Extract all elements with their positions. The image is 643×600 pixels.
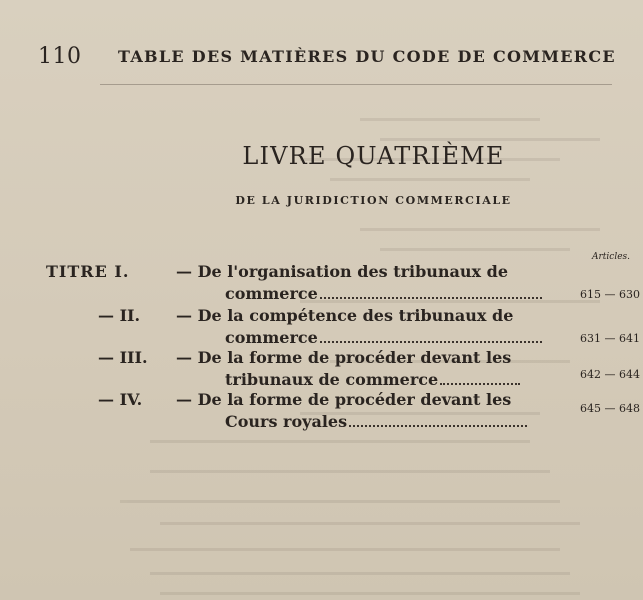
entry-title-continuation: commerce <box>225 328 318 347</box>
page-number: 110 <box>38 44 82 69</box>
book-subtitle <box>0 194 643 207</box>
leader-dots <box>320 297 542 299</box>
entry-label: — III. <box>98 348 148 367</box>
article-range: 631 — 641 <box>580 332 640 345</box>
leader-dots <box>440 383 520 385</box>
entry-title-line1: — De l'organisation des tribunaux de <box>176 262 509 281</box>
entry-title-continuation: tribunaux de commerce <box>225 370 439 389</box>
article-range: 615 — 630 <box>580 288 640 301</box>
entry-title-line2 <box>225 412 527 431</box>
entry-title-line2 <box>225 328 542 347</box>
articles-column-header: Articles. <box>592 252 631 262</box>
entry-title-line1: — De la compétence des tribunaux de <box>176 306 514 325</box>
leader-dots <box>349 425 527 427</box>
running-title: TABLE DES MATIÈRES DU CODE DE COMMERCE <box>118 47 616 66</box>
entry-title-line1: — De la forme de procéder devant les <box>176 390 512 409</box>
book-title <box>0 142 643 170</box>
entry-title-continuation: commerce <box>225 284 318 303</box>
entry-title-line1: — De la forme de procéder devant les <box>176 348 512 367</box>
article-range: 645 — 648 <box>580 402 640 415</box>
entry-label: — IV. <box>98 390 143 409</box>
entry-title-continuation: Cours royales <box>225 412 348 431</box>
header-rule <box>100 84 612 85</box>
book-title-text: LIVRE QUATRIÈME <box>242 142 505 170</box>
article-range: 642 — 644 <box>580 368 640 381</box>
entry-label: TITRE I. <box>46 262 130 281</box>
entry-label: — II. <box>98 306 141 325</box>
book-subtitle-text: DE LA JURIDICTION COMMERCIALE <box>235 194 512 207</box>
entry-title-line2 <box>225 370 520 389</box>
entry-title-line2 <box>225 284 542 303</box>
leader-dots <box>320 341 542 343</box>
